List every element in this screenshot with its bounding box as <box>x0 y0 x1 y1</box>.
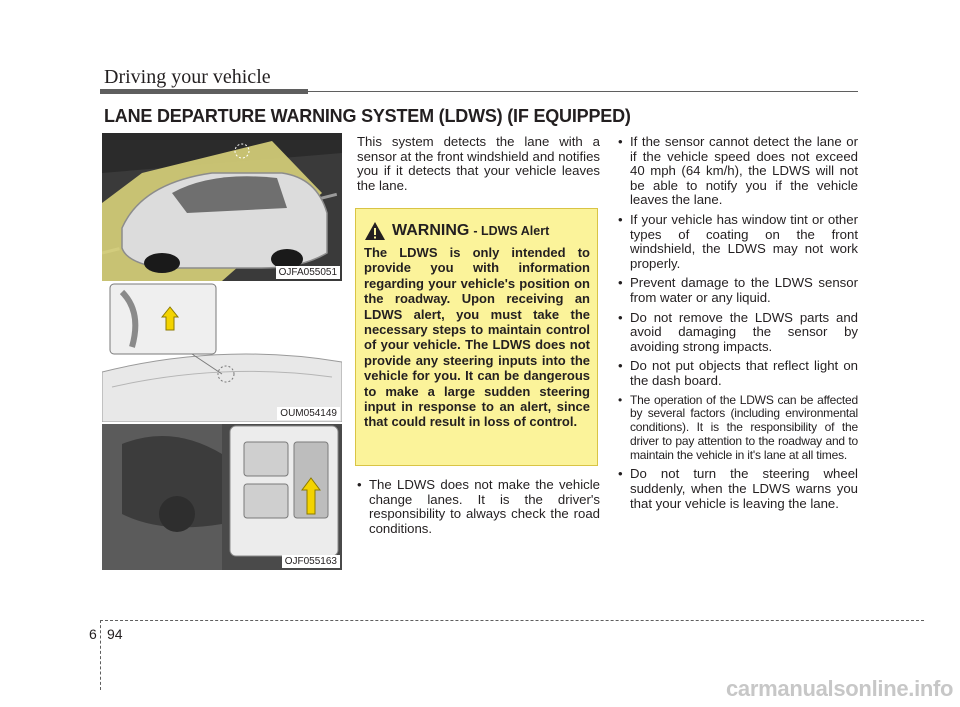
list-item: • Do not turn the steering wheel suddenly, when the LDWS warns you that your vehicle is leaving the lane. <box>618 467 858 511</box>
list-item: • The LDWS does not make the vehicle change lanes. It is the driver's responsibility to always check the road conditions. <box>357 478 600 536</box>
warning-subtitle: - LDWS Alert <box>473 224 550 238</box>
list-item: • Prevent damage to the LDWS sensor from water or any liquid. <box>618 276 858 305</box>
watermark: carmanualsonline.info <box>726 676 954 701</box>
figure-car-sensor <box>102 133 342 281</box>
warning-box <box>355 208 598 466</box>
header-bar <box>100 89 308 94</box>
list-item: • The operation of the LDWS can be affected by several factors (including environmental conditions). It is the responsibility of the driver to pay attention to the roadway and to maintain the vehicle in it's lane at all times. <box>618 394 858 463</box>
list-item: • Do not put objects that reflect light on the dash board. <box>618 359 858 388</box>
section-title: LANE DEPARTURE WARNING SYSTEM (LDWS) (IF EQUIPPED) <box>104 106 631 126</box>
warning-body: The LDWS is only intended to provide you with information regarding your vehicle's position on the roadway. Upon receiving an LDWS alert, you must take the necessary steps to maintain control of your vehicle. The LDWS does not provide any steering inputs into the vehicle for you. It can be dangerous to make a large sudden steering input in response to an alert, since that could result in loss of control. <box>364 245 590 430</box>
right-bullet-list <box>618 135 858 516</box>
figure-code: OJFA055051 <box>276 266 340 279</box>
chapter-number: 6 <box>89 626 97 642</box>
footer-vertical-rule <box>100 620 101 690</box>
intro-paragraph: This system detects the lane with a sensor at the front windshield and notifies you if it detects that your vehicle leaves the lane. <box>357 134 600 193</box>
footer-rule <box>100 620 924 621</box>
warning-heading <box>364 221 549 241</box>
car-illustration <box>102 133 342 281</box>
list-item: • If the sensor cannot detect the lane or if the vehicle speed does not exceed 40 mph (64 km/h), the LDWS will not be able to notify you if the vehicle leaves the lane. <box>618 135 858 208</box>
windshield-illustration <box>102 282 342 422</box>
switch-illustration <box>102 424 342 570</box>
figure-code: OUM054149 <box>277 407 340 420</box>
warning-word: WARNING <box>392 222 470 239</box>
chapter-title: Driving your vehicle <box>104 66 271 88</box>
list-item: • If your vehicle has window tint or other types of coating on the front windshield, the LDWS may not work properly. <box>618 213 858 271</box>
header-rule <box>308 91 858 92</box>
warning-triangle-icon <box>364 221 386 241</box>
page-number: 94 <box>107 626 123 642</box>
left-bullet-list <box>357 478 600 536</box>
figure-ldws-switch <box>102 424 342 570</box>
list-item: • Do not remove the LDWS parts and avoid damaging the sensor by avoiding strong impacts. <box>618 311 858 355</box>
figure-windshield-sensor <box>102 282 342 422</box>
figure-code: OJF055163 <box>282 555 340 568</box>
